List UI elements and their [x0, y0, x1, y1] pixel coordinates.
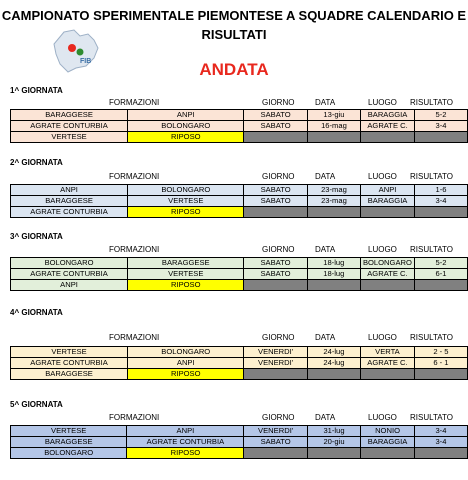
match-row [11, 358, 468, 369]
column-header-risultato: RISULTATO [410, 98, 453, 107]
rest-row [11, 280, 468, 291]
column-header-luogo: LUOGO [368, 333, 397, 342]
title-line-2: RISULTATI [201, 27, 267, 42]
match-home: VERTESE [11, 426, 127, 437]
match-away: BOLONGARO [128, 347, 244, 358]
riposo-cell: RIPOSO [127, 448, 244, 459]
match-place: BOLONGARO [360, 258, 414, 269]
match-place: AGRATE C. [361, 358, 415, 369]
match-result: 1-6 [414, 185, 467, 196]
rest-team: VERTESE [11, 132, 128, 143]
column-header-risultato: RISULTATO [410, 172, 453, 181]
round-label: 3^ GIORNATA [10, 232, 63, 241]
match-home: BARAGGESE [11, 437, 127, 448]
column-header-formazioni: FORMAZIONI [109, 245, 160, 254]
column-header-risultato: RISULTATO [410, 333, 453, 342]
match-result: 3-4 [414, 426, 467, 437]
match-result: 5-2 [414, 258, 467, 269]
column-header-data: DATA [315, 172, 336, 181]
rest-team: BARAGGESE [11, 369, 128, 380]
column-header-formazioni: FORMAZIONI [109, 333, 160, 342]
match-row [11, 196, 468, 207]
match-result: 3-4 [414, 196, 467, 207]
schedule-table [10, 257, 468, 291]
empty-grey-cell [307, 132, 360, 143]
section-subtitle: ANDATA [199, 60, 269, 79]
empty-grey-cell [307, 448, 360, 459]
schedule-table [10, 346, 468, 380]
column-header-luogo: LUOGO [368, 413, 397, 422]
match-away: AGRATE CONTURBIA [127, 437, 244, 448]
match-day: SABATO [244, 121, 307, 132]
match-day: SABATO [244, 185, 307, 196]
rest-row [11, 448, 468, 459]
rest-team: AGRATE CONTURBIA [11, 207, 128, 218]
match-row [11, 269, 468, 280]
riposo-cell: RIPOSO [128, 280, 244, 291]
match-place: ANPI [361, 185, 415, 196]
match-away: ANPI [127, 426, 244, 437]
empty-grey-cell [414, 369, 467, 380]
column-header-data: DATA [315, 413, 336, 422]
match-result: 6-1 [414, 269, 467, 280]
match-away: BOLONGARO [128, 121, 244, 132]
match-day: SABATO [244, 258, 307, 269]
empty-grey-cell [244, 207, 307, 218]
match-date: 24-lug [307, 358, 360, 369]
match-home: AGRATE CONTURBIA [11, 358, 128, 369]
empty-grey-cell [244, 448, 307, 459]
match-date: 18-lug [307, 258, 360, 269]
match-away: ANPI [128, 358, 244, 369]
match-place: BARAGGIA [361, 437, 415, 448]
empty-grey-cell [361, 369, 415, 380]
schedule-table [10, 184, 468, 218]
round-label: 4^ GIORNATA [10, 308, 63, 317]
match-result: 5-2 [414, 110, 467, 121]
match-away: BOLONGARO [128, 185, 244, 196]
match-row [11, 121, 468, 132]
match-home: BARAGGESE [11, 196, 128, 207]
match-day: SABATO [244, 196, 307, 207]
match-date: 23-mag [307, 185, 360, 196]
match-day: VENERDI' [244, 347, 307, 358]
match-day: VENERDI' [244, 358, 307, 369]
match-away: VERTESE [128, 196, 244, 207]
match-place: NONIO [361, 426, 415, 437]
match-place: AGRATE C. [360, 269, 414, 280]
column-header-giorno: GIORNO [262, 245, 295, 254]
match-date: 18-lug [307, 269, 360, 280]
column-header-formazioni: FORMAZIONI [109, 413, 160, 422]
riposo-cell: RIPOSO [128, 369, 244, 380]
match-day: VENERDI' [244, 426, 307, 437]
riposo-cell: RIPOSO [128, 132, 244, 143]
match-row [11, 110, 468, 121]
column-header-giorno: GIORNO [262, 98, 295, 107]
match-result: 3-4 [414, 437, 467, 448]
match-date: 20-giu [307, 437, 360, 448]
match-result: 3-4 [414, 121, 467, 132]
match-row [11, 437, 468, 448]
empty-grey-cell [307, 207, 360, 218]
empty-grey-cell [414, 132, 467, 143]
match-home: AGRATE CONTURBIA [11, 269, 128, 280]
column-header-data: DATA [315, 333, 336, 342]
round-label: 1^ GIORNATA [10, 86, 63, 95]
match-home: VERTESE [11, 347, 128, 358]
empty-grey-cell [414, 207, 467, 218]
match-away: VERTESE [128, 269, 244, 280]
empty-grey-cell [414, 448, 467, 459]
match-home: AGRATE CONTURBIA [11, 121, 128, 132]
rest-team: ANPI [11, 280, 128, 291]
match-home: BOLONGARO [11, 258, 128, 269]
match-date: 13-giu [307, 110, 360, 121]
match-date: 16-mag [307, 121, 360, 132]
empty-grey-cell [361, 132, 415, 143]
empty-grey-cell [414, 280, 467, 291]
match-date: 31-lug [307, 426, 360, 437]
rest-row [11, 207, 468, 218]
column-header-luogo: LUOGO [368, 172, 397, 181]
match-day: SABATO [244, 269, 307, 280]
match-place: BARAGGIA [361, 196, 415, 207]
empty-grey-cell [244, 369, 307, 380]
rest-team: BOLONGARO [11, 448, 127, 459]
empty-grey-cell [307, 280, 360, 291]
column-header-risultato: RISULTATO [410, 245, 453, 254]
column-header-formazioni: FORMAZIONI [109, 98, 160, 107]
round-label: 5^ GIORNATA [10, 400, 63, 409]
match-day: SABATO [244, 437, 307, 448]
match-day: SABATO [244, 110, 307, 121]
match-home: ANPI [11, 185, 128, 196]
empty-grey-cell [307, 369, 360, 380]
rest-row [11, 132, 468, 143]
match-row [11, 347, 468, 358]
column-header-data: DATA [315, 245, 336, 254]
match-place: VERTA [361, 347, 415, 358]
match-row [11, 185, 468, 196]
match-date: 24-lug [307, 347, 360, 358]
column-header-data: DATA [315, 98, 336, 107]
column-header-risultato: RISULTATO [410, 413, 453, 422]
rest-row [11, 369, 468, 380]
schedule-table [10, 425, 468, 459]
column-header-giorno: GIORNO [262, 413, 295, 422]
empty-grey-cell [361, 207, 415, 218]
column-header-formazioni: FORMAZIONI [109, 172, 160, 181]
match-result: 2 - 5 [414, 347, 467, 358]
match-result: 6 - 1 [414, 358, 467, 369]
match-row [11, 258, 468, 269]
column-header-luogo: LUOGO [368, 98, 397, 107]
logo-text: FIB [80, 58, 92, 65]
match-home: BARAGGESE [11, 110, 128, 121]
column-header-luogo: LUOGO [368, 245, 397, 254]
match-place: BARAGGIA [361, 110, 415, 121]
match-away: ANPI [128, 110, 244, 121]
empty-grey-cell [244, 132, 307, 143]
column-header-giorno: GIORNO [262, 172, 295, 181]
empty-grey-cell [244, 280, 307, 291]
empty-grey-cell [360, 280, 414, 291]
riposo-cell: RIPOSO [128, 207, 244, 218]
empty-grey-cell [361, 448, 415, 459]
title-line-1: CAMPIONATO SPERIMENTALE PIEMONTESE A SQUADRE CALENDARIO E [1, 8, 467, 23]
match-place: AGRATE C. [361, 121, 415, 132]
match-row [11, 426, 468, 437]
column-header-giorno: GIORNO [262, 333, 295, 342]
match-away: BARAGGESE [128, 258, 244, 269]
round-label: 2^ GIORNATA [10, 158, 63, 167]
schedule-table [10, 109, 468, 143]
match-date: 23-mag [307, 196, 360, 207]
